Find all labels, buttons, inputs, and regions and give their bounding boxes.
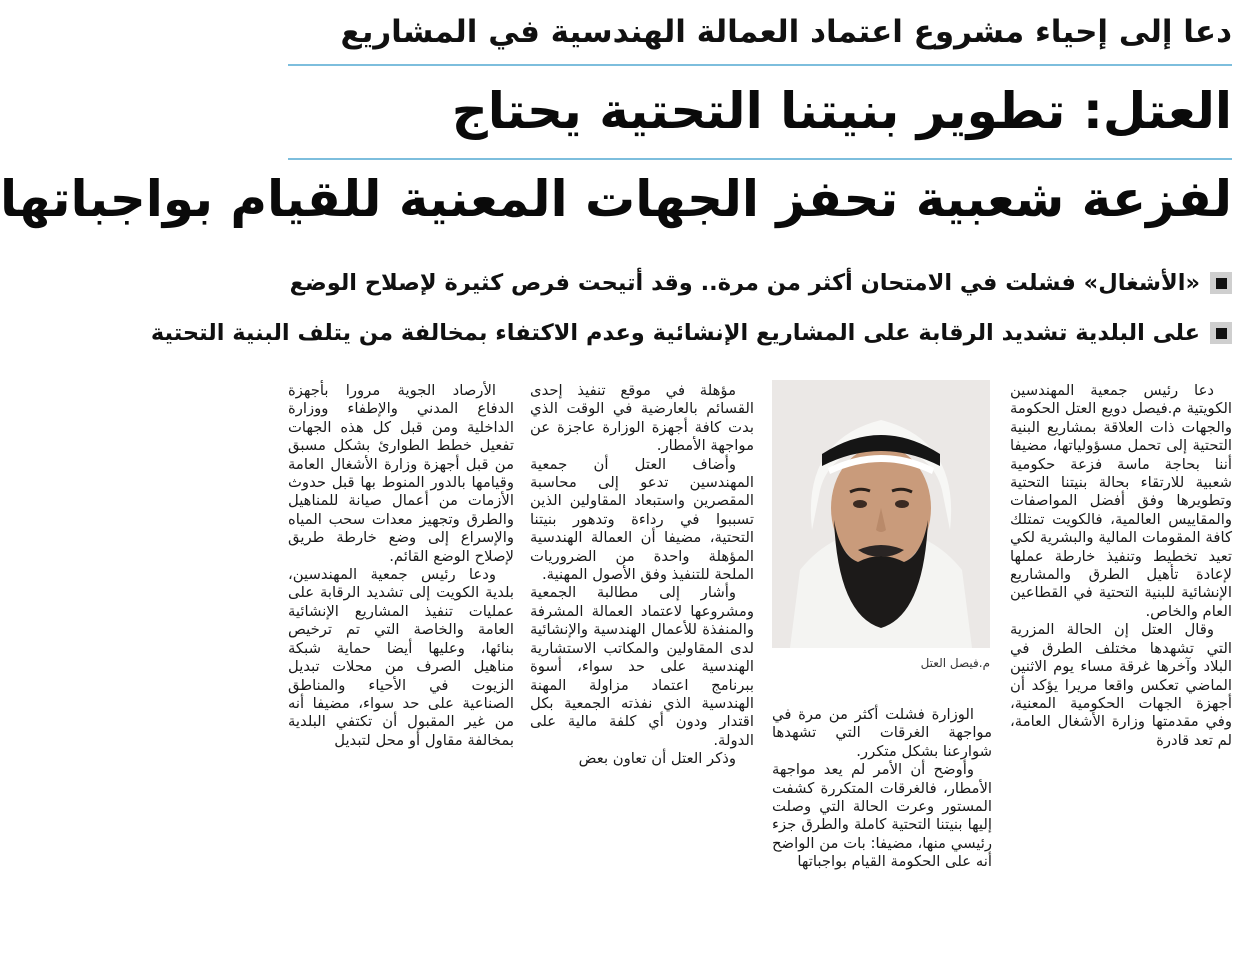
article-column-2 [772,706,992,970]
bullet-text: «الأشغال» فشلت في الامتحان أكثر من مرة.. وقد أتيحت فرص كثيرة لإصلاح الوضع [289,270,1200,296]
paragraph: وأوضح أن الأمر لم يعد مواجهة الأمطار، فالغرقات المتكررة كشفت المستور وعرت الحالة التي وصلت إليها بنيتنا التحتية كاملة والطرق جزء رئيسي منها، مضيفا: بات من الواضح أنه على الحكومة القيام بواجباتها [772,761,992,871]
paragraph: ودعا رئيس جمعية المهندسين، بلدية الكويت إلى تشديد الرقابة على عمليات تنفيذ المشاريع الإنشائية العامة والخاصة التي تم ترخيص بنائها، وعليها أيضا حماية شبكة مناهيل الصرف من محلات تبديل الزيوت في الأحياء والمناطق الصناعية على حد سواء، مضيفا أنه من غير المقبول أن تكتفي البلدية بمخالفة مقاول أو محل لتبديل [288,566,514,749]
paragraph: وأشار إلى مطالبة الجمعية ومشروعها لاعتماد العمالة المشرفة والمنفذة للأعمال الهندسية والإنشائية لدى المقاولين والمكاتب الاستشارية الهندسية على حد سواء، أسوة ببرنامج اعتماد مزاولة المهنة الهندسية الذي نفذته الجمعية بكل اقتدار ودون أي كلفة مالية على الدولة. [530,584,754,749]
square-bullet-icon [1210,322,1232,344]
square-bullet-icon [1210,272,1232,294]
main-headline-line-2: لفزعة شعبية تحفز الجهات المعنية للقيام بواجباتها [0,170,1232,228]
paragraph: دعا رئيس جمعية المهندسين الكويتية م.فيصل دويع العتل الحكومة والجهات ذات العلاقة بمشاريع البنية التحتية إلى تحمل مسؤولياتها، مضيفا أننا بحاجة ماسة فزعة حكومية شعبية للارتقاء بحالة بنيتنا التحتية وتطويرها وفق أفضل المواصفات والمقاييس العالمية، فالكويت تمتلك كافة المقومات المالية والبشرية لكي تعيد تخطيط وتنفيذ خارطة عملها لإعادة تأهيل الطرق والمشاريع الإنشائية للبنية التحتية في القطاعين العام والخاص. [1010,382,1232,620]
paragraph: الأرصاد الجوية مرورا بأجهزة الدفاع المدني والإطفاء ووزارة الداخلية ومن قبل كل هذه الجهات تفعيل خطط الطوارئ بشكل مسبق من قبل أجهزة وزارة الأشغال العامة وقيامها بالدور المنوط بها قبل حدوث الأزمات من أعمال صيانة للمناهيل والطرق وتجهيز معدات سحب المياه والإسراع إلى وضع خارطة طريق لإصلاح الوضع القائم. [288,382,514,565]
sub-headline-bullet [288,262,1232,304]
sub-headline-bullet [150,312,1232,354]
paragraph: وأضاف العتل أن جمعية المهندسين تدعو إلى محاسبة المقصرين واستبعاد المقاولين الذين تسببوا في رداءة وتدهور بنيتنا التحتية، مضيفا أن العمالة الهندسية المؤهلة واحدة من الضروريات الملحة للتنفيذ وفق الأصول المهنية. [530,455,754,584]
divider-rule [288,64,1232,66]
main-headline-line-1: العتل: تطوير بنيتنا التحتية يحتاج [451,82,1232,140]
article-column-1 [1010,382,1232,970]
article-column-3 [530,382,754,970]
paragraph: مؤهلة في موقع تنفيذ إحدى القسائم بالعارضية في الوقت الذي بدت كافة أجهزة الوزارة عاجزة عن مواجهة الأمطار. [530,382,754,455]
paragraph: وذكر العتل أن تعاون بعض [578,750,736,768]
photo-caption: م.فيصل العتل [920,656,990,670]
paragraph: الوزارة فشلت أكثر من مرة في مواجهة الغرقات التي تشهدها شوارعنا بشكل متكرر. [772,706,992,760]
paragraph: وقال العتل إن الحالة المزرية التي تشهدها مختلف الطرق في البلاد وآخرها غرقة مساء يوم الاثنين الماضي تعكس واقعا مريرا يؤكد أن أجهزة الجهات الحكومية المعنية، وفي مقدمتها وزارة الأشغال العامة، لم تعد قادرة [1010,621,1232,749]
article-column-4 [288,382,514,970]
portrait-photo [772,380,990,648]
bullet-text: على البلدية تشديد الرقابة على المشاريع الإنشائية وعدم الاكتفاء بمخالفة من يتلف البنية التحتية [150,320,1200,346]
kicker-headline: دعا إلى إحياء مشروع اعتماد العمالة الهندسية في المشاريع [340,14,1232,50]
